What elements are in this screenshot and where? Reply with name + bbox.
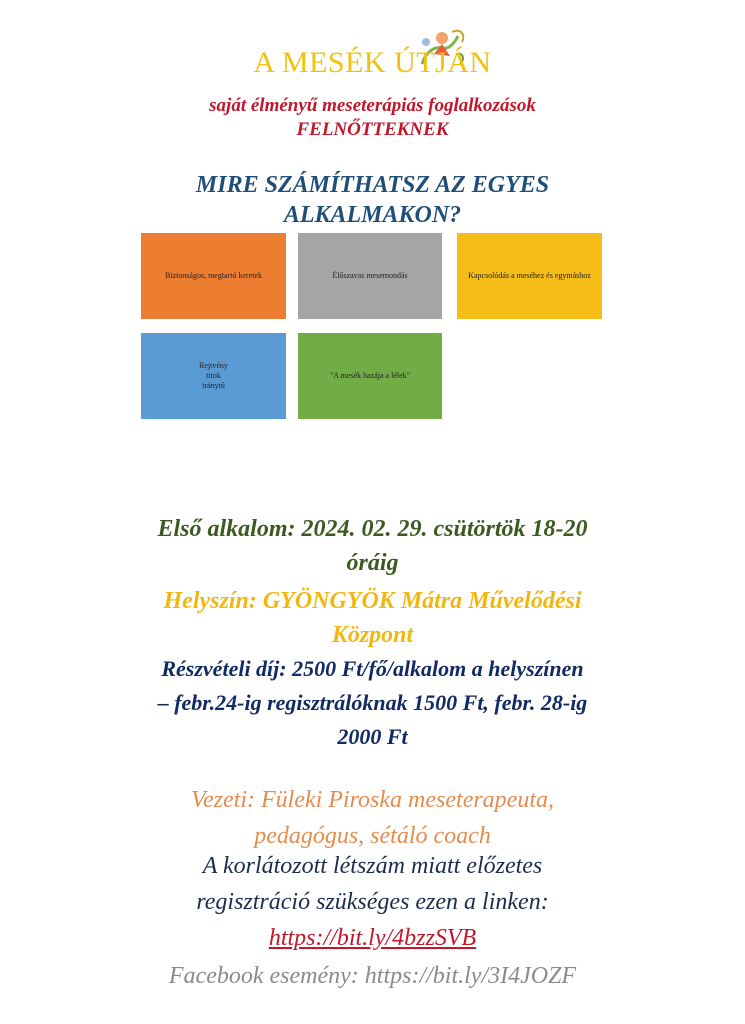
first-session-info [0,512,745,580]
section-heading [0,170,745,230]
feature-box-riddle [141,333,286,419]
registration-info [0,848,745,920]
heading-line: MIRE SZÁMÍTHATSZ AZ EGYES [195,172,550,198]
feature-box-quote [298,333,442,419]
fee-line: 2000 Ft [337,724,408,749]
feature-box-label: titok [206,371,221,380]
registration-line: A korlátozott létszám miatt előzetes [202,853,543,879]
feature-box-label: iránytű [202,381,225,390]
feature-box-safe-frames [141,233,286,319]
fee-info [0,652,745,754]
first-session-line: Első alkalom: 2024. 02. 29. csütörtök 18-20 [157,516,588,542]
leader-line: pedagógus, sétáló coach [254,823,491,849]
venue-line: Helyszín: GYÖNGYÖK Mátra Művelődési [163,588,582,614]
registration-line: regisztráció szükséges ezen a linken: [196,889,549,915]
feature-box-label: Élőszavas mesemondás [332,271,408,280]
venue-info [0,584,745,652]
feature-box-label: Kapcsolódás a meséhez és egymáshoz [468,271,591,280]
feature-box-label: Biztonságos, megtartó keretek [164,271,263,280]
subtitle-line: saját élményű meseterápiás foglalkozások [209,95,536,116]
fee-line: Részvételi díj: 2500 Ft/fő/alkalom a helyszínen [161,656,584,681]
subtitle-line: FELNŐTTEKNEK [296,119,449,140]
feature-box-label: Rejtvény [199,361,228,370]
feature-box-storytelling [298,233,442,319]
leader-line: Vezeti: Füleki Piroska meseterapeuta, [191,787,554,813]
page-title: A MESÉK ÚTJÁN [253,46,492,79]
subtitle [0,94,745,142]
fee-line: – febr.24-ig regisztrálóknak 1500 Ft, febr. 28-ig [157,690,588,715]
feature-box-label: "A mesék hazája a lélek" [330,371,410,380]
facebook-event-text: Facebook esemény: https://bit.ly/3I4JOZF [168,963,577,989]
first-session-line: óráig [346,550,399,576]
leader-info [0,782,745,854]
feature-box-connection [457,233,602,319]
heading-line: ALKALMAKON? [283,202,462,228]
venue-line: Központ [331,622,414,648]
registration-link[interactable]: https://bit.ly/4bzzSVB [268,925,477,951]
